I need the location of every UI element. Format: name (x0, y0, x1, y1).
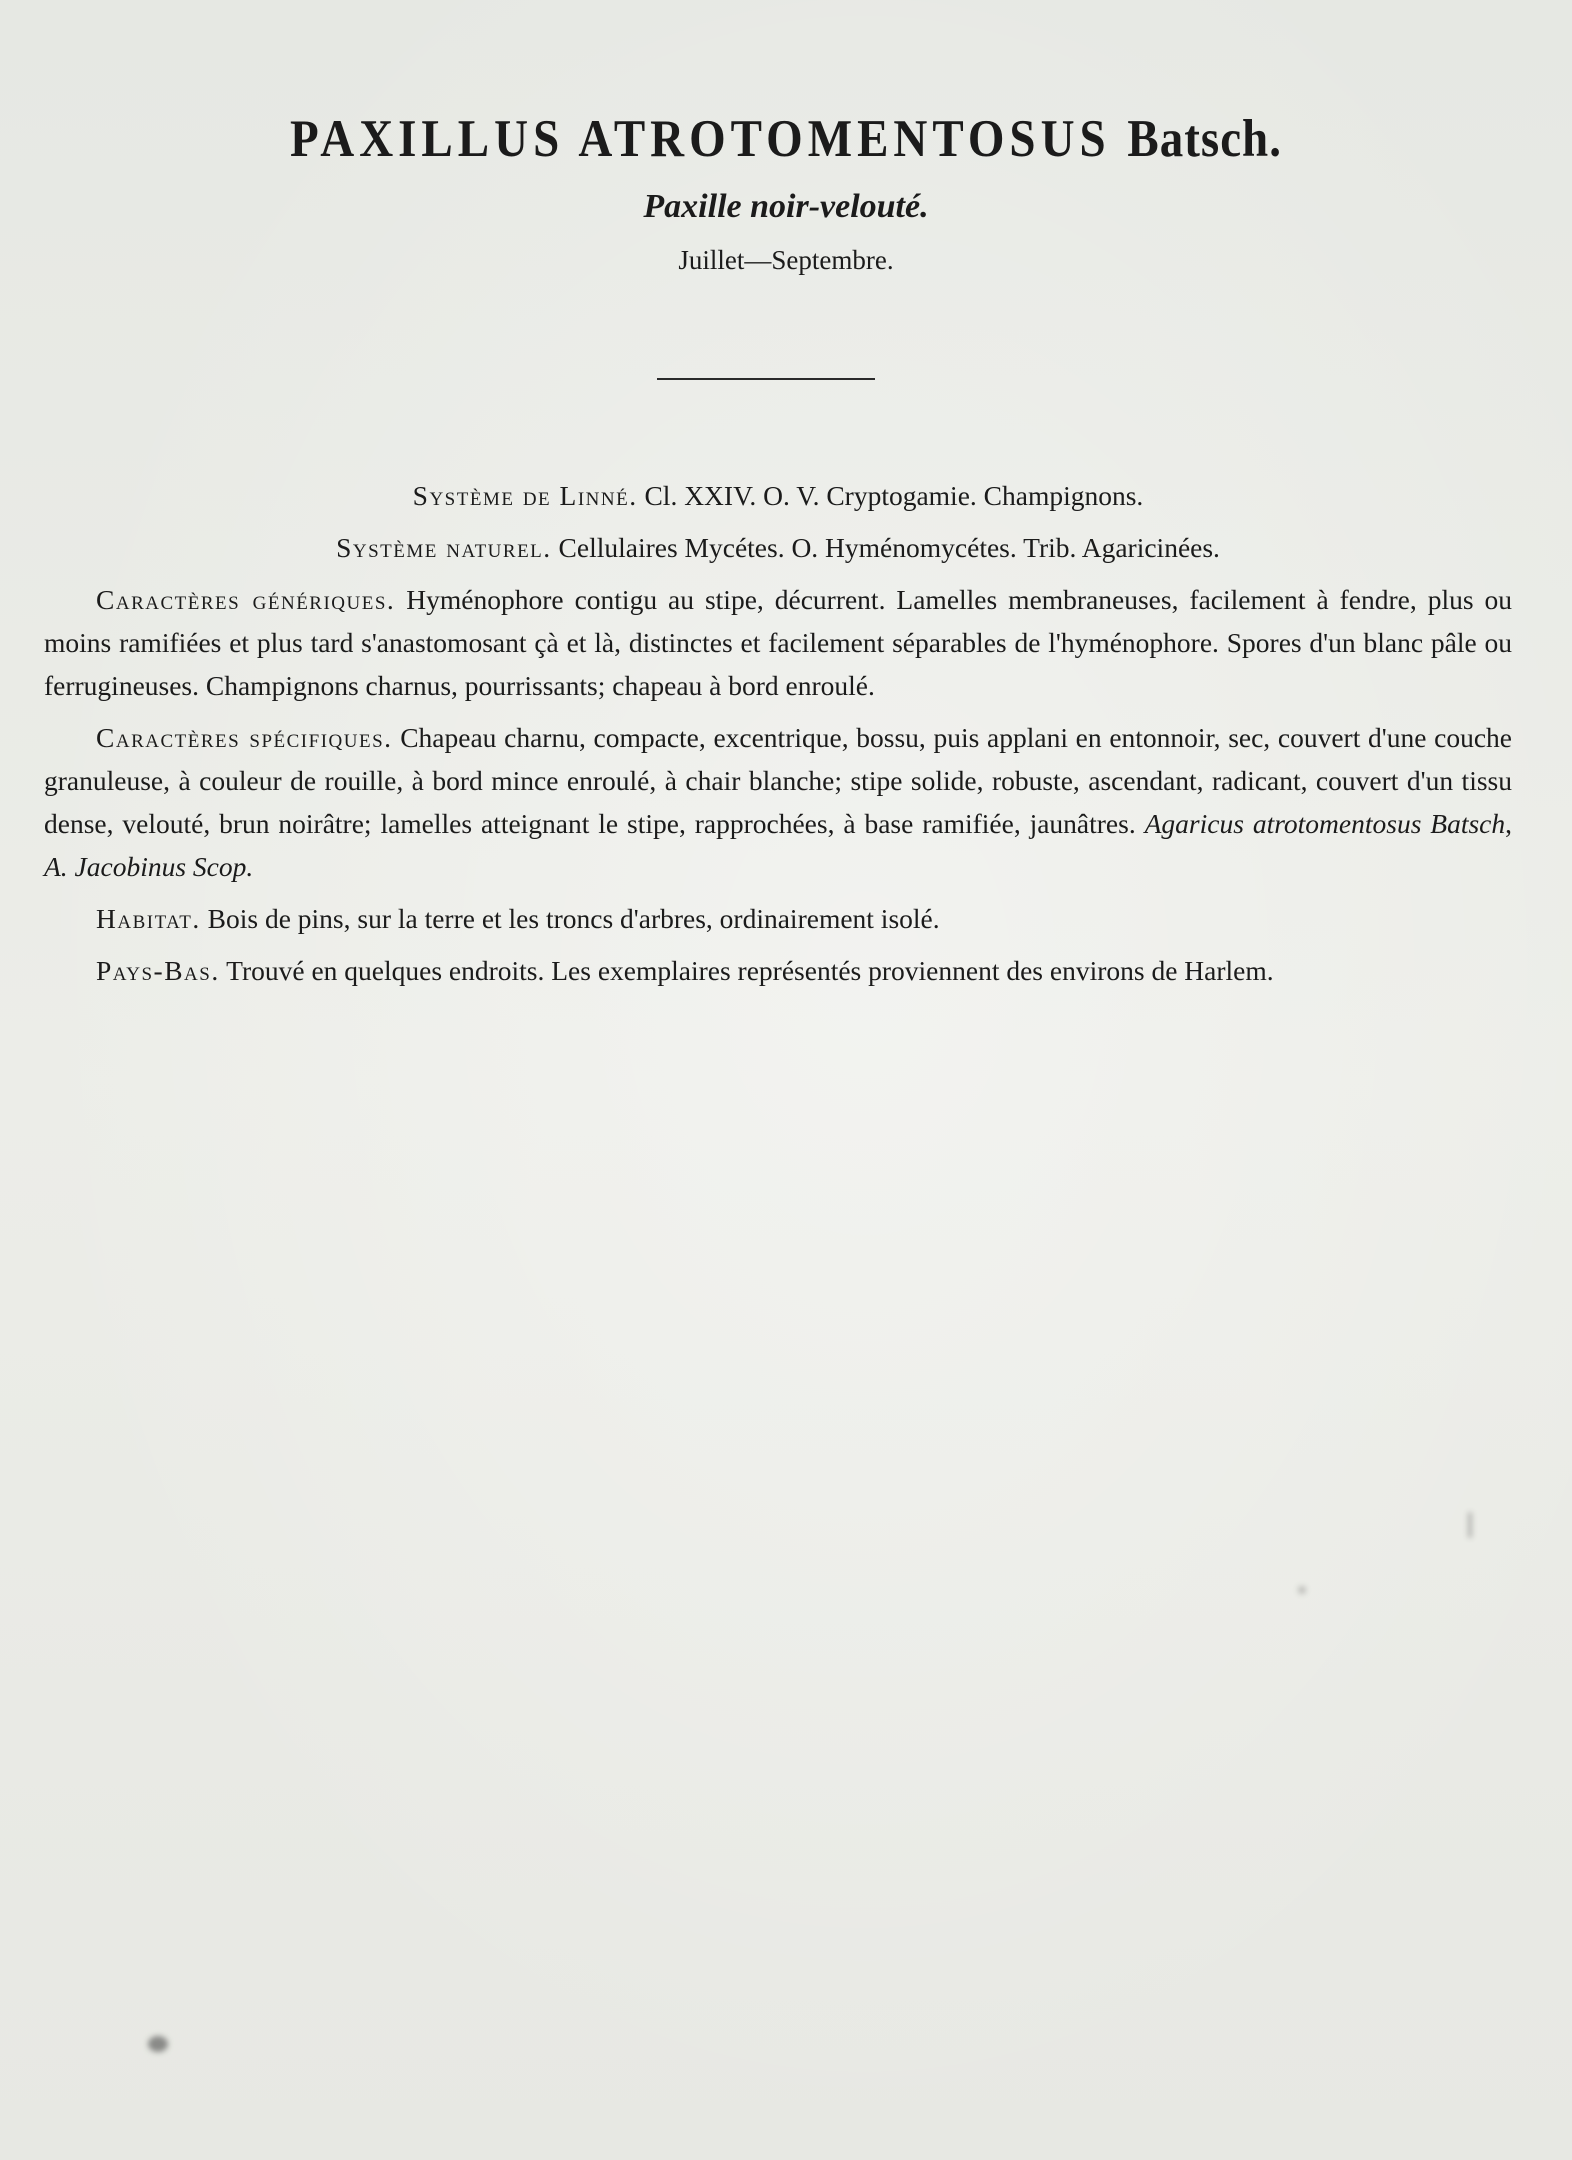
section-label: Système naturel. (336, 532, 552, 563)
synonym: Agaricus atrotomentosus Batsch (1144, 808, 1506, 839)
divider (657, 378, 875, 380)
paragraph-linne (44, 474, 1512, 517)
common-name: Paxille noir-velouté. (643, 188, 929, 225)
section-label: Système de Linné. (412, 480, 638, 511)
paragraph-generiques (44, 578, 1512, 707)
synonym: A. Jacobinus Scop. (44, 851, 254, 882)
section-text: Hyménophore contigu au stipe, décurrent. Lamelles membraneuses, facilement à fendre, plus ou moins ramifiées et plus tard s'anastomosant çà et là, distinctes et facilement séparables de l'hyménophore. Spores d'un blanc pâle ou ferrugineuses. Champignons charnus, pourrissants; chapeau à bord enroulé. (44, 584, 1513, 701)
page-title (0, 109, 1572, 169)
paragraph-specifiques (44, 716, 1512, 888)
description-body (44, 474, 1512, 1001)
paragraph-paysbas (44, 949, 1512, 992)
section-label: Caractères spécifiques. (96, 722, 393, 753)
section-label: Caractères génériques. (96, 584, 396, 615)
section-text: Trouvé en quelques endroits. Les exemplaires représentés proviennent des environs de Harlem. (226, 955, 1274, 986)
section-text: Cellulaires Mycétes. O. Hyménomycétes. Trib. Agaricinées. (558, 532, 1220, 563)
section-label: Pays-Bas. (96, 955, 220, 986)
paragraph-habitat (44, 897, 1512, 940)
paragraph-naturel (44, 526, 1512, 569)
section-text: Cl. XXIV. O. V. Cryptogamie. Champignons. (644, 480, 1144, 511)
section-text: Chapeau charnu, compacte, excentrique, bossu, puis applani en entonnoir, sec, couvert d'une couche granuleuse, à couleur de rouille, à bord mince enroulé, à chair blanche; stipe solide, robuste, ascendant, radicant, couvert d'un tissu dense, velouté, brun noirâtre; lamelles atteignant le stipe, rapprochées, à base ramifiée, jaunâtres. (44, 722, 1513, 839)
species-author: Batsch. (1127, 109, 1282, 169)
section-label: Habitat. (96, 903, 201, 934)
ink-spot (1298, 1586, 1306, 1594)
species-name: PAXILLUS ATROTOMENTOSUS (290, 109, 1111, 169)
synonym-separator: , (1505, 808, 1513, 839)
section-text: Bois de pins, sur la terre et les troncs d'arbres, ordinairement isolé. (207, 903, 940, 934)
season: Juillet—Septembre. (678, 245, 894, 275)
ink-spot (148, 2036, 168, 2052)
ink-spot (1468, 1512, 1472, 1538)
